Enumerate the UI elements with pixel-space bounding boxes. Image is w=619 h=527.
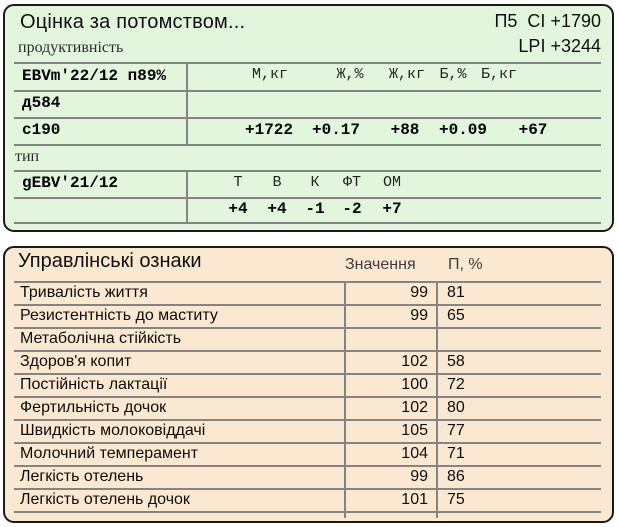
trait-reliability: 71 xyxy=(447,445,465,462)
fat-pct-value: +0.17 xyxy=(311,121,361,139)
table-row xyxy=(0,351,619,374)
trait-reliability: 75 xyxy=(447,491,465,508)
herds-count: с190 xyxy=(22,121,61,139)
col-fat-kg: Ж,кг xyxy=(388,66,426,83)
trait-value: 102 xyxy=(401,353,428,370)
grid-line xyxy=(14,197,601,199)
trait-value: 101 xyxy=(401,491,428,508)
grid-line xyxy=(14,144,601,146)
table-row xyxy=(0,466,619,489)
trait-value: 102 xyxy=(401,399,428,416)
protein-kg-value: +67 xyxy=(518,121,548,139)
col-type-k: К xyxy=(310,174,320,191)
trait-reliability: 86 xyxy=(447,468,465,485)
reliability-column-header: П, % xyxy=(448,256,483,273)
trait-label: Тривалість життя xyxy=(20,284,148,301)
col-type-t: Т xyxy=(233,174,243,191)
col-type-om: ОМ xyxy=(382,174,402,191)
fat-kg-value: +88 xyxy=(390,121,420,139)
trait-label: Молочний темперамент xyxy=(20,445,199,462)
col-type-v: В xyxy=(272,174,282,191)
trait-label: Легкість отелень xyxy=(20,468,144,485)
table-row xyxy=(0,374,619,397)
management-panel-title: Управлінські ознаки xyxy=(18,250,202,272)
lpi-index: LPI +3244 xyxy=(518,36,601,56)
trait-reliability: 72 xyxy=(447,376,465,393)
ebv-row-header: EBVm'22/12 п89% xyxy=(22,67,167,85)
trait-value: 104 xyxy=(401,445,428,462)
daughters-count: д584 xyxy=(22,94,61,112)
trait-label: Резистентність до маститу xyxy=(20,307,218,324)
col-protein-kg: Б,кг xyxy=(480,66,518,83)
progeny-panel-title[interactable]: Оцінка за потомством... xyxy=(20,11,246,33)
col-fat-pct: Ж,% xyxy=(336,66,364,83)
table-row xyxy=(0,443,619,466)
trait-reliability: 81 xyxy=(447,284,465,301)
trait-label: Метаболічна стійкість xyxy=(20,330,182,347)
col-protein-pct: Б,% xyxy=(439,66,467,83)
trait-label: Швидкість молоковіддачі xyxy=(20,422,206,439)
trait-reliability: 77 xyxy=(447,422,465,439)
type-v-value: +4 xyxy=(267,200,287,218)
trait-label: Постійність лактації xyxy=(20,376,168,393)
gebv-row-header: gEBV'21/12 xyxy=(22,174,119,192)
grid-line xyxy=(14,222,601,224)
trait-value: 99 xyxy=(410,284,428,301)
trait-label: Легкість отелень дочок xyxy=(20,491,190,508)
column-divider xyxy=(186,170,188,224)
trait-value: 100 xyxy=(401,376,428,393)
trait-reliability: 80 xyxy=(447,399,465,416)
type-k-value: -1 xyxy=(305,200,325,218)
trait-value: 105 xyxy=(401,422,428,439)
type-ft-value: -2 xyxy=(342,200,362,218)
grid-line xyxy=(14,90,601,92)
productivity-section-label: продуктивність xyxy=(18,39,124,56)
table-row xyxy=(0,420,619,443)
column-divider xyxy=(186,62,188,146)
col-milk-kg: М,кг xyxy=(251,66,289,83)
type-om-value: +7 xyxy=(382,200,402,218)
table-row xyxy=(0,328,619,351)
p5-ci-index: П5 CI +1790 xyxy=(494,11,601,31)
trait-reliability: 58 xyxy=(447,353,465,370)
grid-line xyxy=(14,117,601,119)
trait-label: Фертильність дочок xyxy=(20,399,167,416)
table-row xyxy=(0,489,619,512)
table-row xyxy=(0,305,619,328)
table-row xyxy=(0,282,619,305)
trait-value: 99 xyxy=(410,307,428,324)
trait-reliability: 65 xyxy=(447,307,465,324)
type-t-value: +4 xyxy=(228,200,248,218)
table-row xyxy=(0,397,619,420)
trait-value: 99 xyxy=(410,468,428,485)
type-section-label: тип xyxy=(15,148,40,165)
value-column-header: Значення xyxy=(345,256,416,273)
trait-label: Здоров'я копит xyxy=(20,353,132,370)
protein-pct-value: +0.09 xyxy=(438,121,488,139)
col-type-ft: ФТ xyxy=(342,174,362,191)
milk-kg-value: +1722 xyxy=(244,121,294,139)
